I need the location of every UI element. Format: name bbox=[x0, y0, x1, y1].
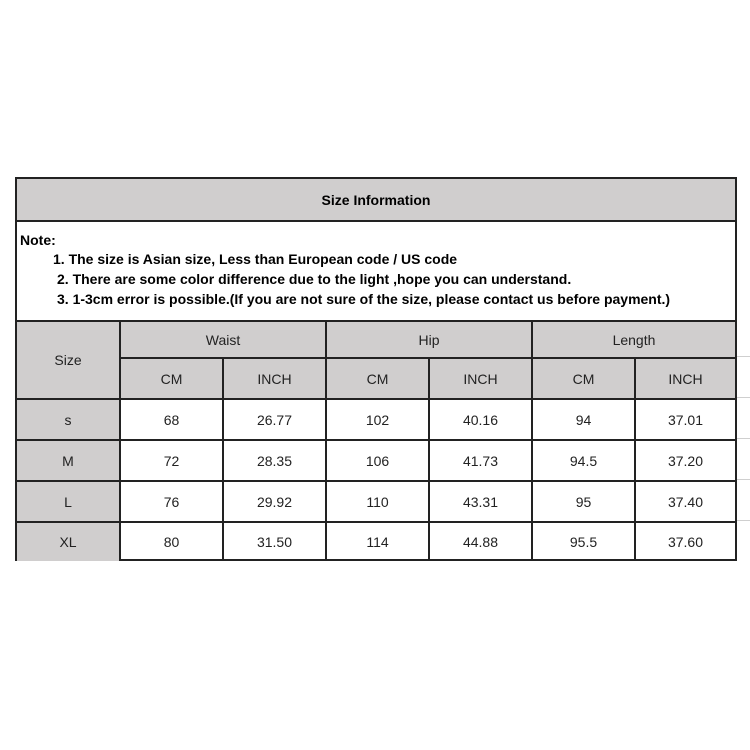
table-cell: 29.92 bbox=[256, 493, 293, 510]
table-cell: 31.50 bbox=[256, 534, 293, 550]
table-cell: 37.40 bbox=[667, 493, 704, 510]
grid-divider bbox=[634, 357, 636, 561]
edge-stub-line bbox=[737, 397, 750, 398]
table-cell: 102 bbox=[365, 411, 390, 428]
table-cell: 41.73 bbox=[462, 452, 499, 469]
table-cell: 37.20 bbox=[667, 452, 704, 469]
edge-stub-line bbox=[737, 479, 750, 480]
length-header: Length bbox=[533, 322, 735, 357]
hip-header: Hip bbox=[327, 322, 531, 357]
table-cell: 26.77 bbox=[256, 411, 293, 428]
table-cell: 95 bbox=[575, 493, 592, 510]
unit-header-inch: INCH bbox=[636, 359, 735, 398]
grid-divider bbox=[222, 357, 224, 561]
table-cell: 37.01 bbox=[667, 411, 704, 428]
size-column-header: Size bbox=[17, 322, 119, 398]
grid-divider bbox=[17, 480, 735, 482]
table-cell: 95.5 bbox=[569, 534, 598, 550]
note-section bbox=[17, 222, 735, 322]
grid-divider bbox=[428, 357, 430, 561]
table-cell: 72 bbox=[163, 452, 180, 469]
table-cell: 68 bbox=[163, 411, 180, 428]
note-line-1: 1. The size is Asian size, Less than European code / US code bbox=[53, 251, 458, 267]
grid-divider bbox=[17, 521, 735, 523]
note-header: Note: bbox=[20, 232, 56, 248]
edge-stub-line bbox=[737, 356, 750, 357]
edge-stub-line bbox=[737, 520, 750, 521]
size-label: s bbox=[17, 400, 119, 439]
table-cell: 110 bbox=[366, 493, 389, 510]
table-cell: 28.35 bbox=[256, 452, 293, 469]
unit-header-cm: CM bbox=[121, 359, 222, 398]
grid-divider bbox=[17, 398, 735, 400]
unit-header-cm: CM bbox=[327, 359, 428, 398]
table-cell: 44.88 bbox=[462, 534, 499, 550]
size-label: L bbox=[17, 482, 119, 521]
table-cell: 76 bbox=[163, 493, 180, 510]
table-cell: 94.5 bbox=[569, 452, 598, 469]
size-grid bbox=[17, 322, 735, 561]
edge-stub-line bbox=[737, 438, 750, 439]
table-cell: 43.31 bbox=[462, 493, 499, 510]
table-cell: 114 bbox=[366, 534, 389, 550]
note-line-3: 3. 1-3cm error is possible.(If you are not sure of the size, please contact us before payment.) bbox=[57, 291, 671, 307]
unit-header-cm: CM bbox=[533, 359, 634, 398]
table-cell: 40.16 bbox=[462, 411, 499, 428]
table-cell: 80 bbox=[163, 534, 180, 550]
unit-header-inch: INCH bbox=[430, 359, 531, 398]
size-label: M bbox=[17, 441, 119, 480]
waist-header: Waist bbox=[121, 322, 325, 357]
note-line-2: 2. There are some color difference due to the light ,hope you can understand. bbox=[57, 271, 572, 287]
unit-header-inch: INCH bbox=[224, 359, 325, 398]
size-label: XL bbox=[17, 523, 119, 561]
table-title: Size Information bbox=[17, 179, 735, 222]
grid-divider bbox=[121, 357, 735, 359]
table-cell: 94 bbox=[575, 411, 592, 428]
size-information-table bbox=[15, 177, 737, 561]
table-cell: 106 bbox=[365, 452, 390, 469]
grid-divider bbox=[17, 439, 735, 441]
table-cell: 37.60 bbox=[667, 534, 704, 550]
